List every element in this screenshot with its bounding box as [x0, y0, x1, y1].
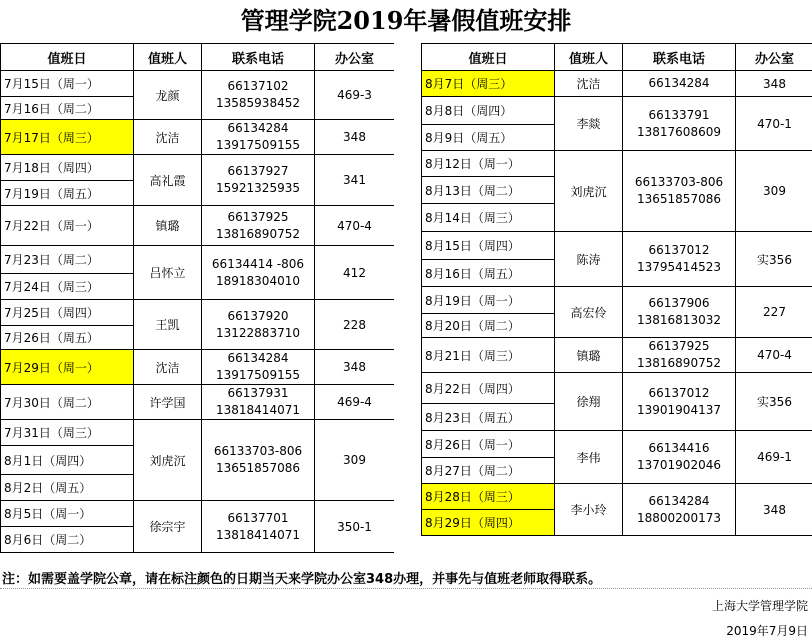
- office-phone: 66137927: [227, 164, 289, 178]
- table-row: [1, 246, 395, 274]
- contact-phone: [623, 338, 736, 373]
- duty-person: 陈涛: [555, 232, 623, 287]
- mobile-phone: 13917509155: [216, 138, 300, 152]
- duty-person: 许学国: [134, 385, 202, 420]
- office-phone: 66137012: [648, 385, 710, 400]
- mobile-phone: 13122883710: [216, 325, 300, 340]
- duty-date: 7月31日（周三）: [1, 420, 134, 446]
- table-row: [422, 338, 812, 373]
- duty-person: 李小玲: [555, 484, 623, 536]
- duty-date: 7月15日（周一）: [1, 71, 134, 97]
- contact-phone: [202, 501, 315, 553]
- duty-date: 8月7日（周三）: [422, 71, 555, 97]
- office-room: 309: [315, 420, 395, 501]
- office-phone: 66133703-806: [213, 444, 303, 458]
- duty-date: 7月26日（周五）: [1, 326, 134, 350]
- office-phone: 66134414 -806: [211, 256, 305, 271]
- table-row: [1, 206, 395, 246]
- office-room: 228: [315, 300, 395, 350]
- mobile-phone: 13816890752: [637, 356, 721, 370]
- divider: [0, 588, 812, 589]
- office-phone: 66137925: [648, 339, 710, 353]
- duty-person: 徐宗宇: [134, 501, 202, 553]
- duty-date: 8月5日（周一）: [1, 501, 134, 527]
- office-phone: 66137012: [648, 243, 710, 257]
- duty-date: 8月1日（周四）: [1, 446, 134, 475]
- table-row: [1, 420, 395, 446]
- table-row: [422, 232, 812, 260]
- table-row: [422, 71, 812, 97]
- duty-date: 8月2日（周五）: [1, 475, 134, 501]
- duty-person: 王凯: [134, 300, 202, 350]
- contact-phone: [623, 484, 736, 536]
- contact-phone: [623, 232, 736, 287]
- office-phone: 66134416: [648, 441, 710, 455]
- contact-phone: [202, 71, 315, 120]
- contact-phone: [202, 385, 315, 420]
- duty-date: 8月16日（周五）: [422, 260, 555, 287]
- duty-person: 龙颜: [134, 71, 202, 120]
- header-office: 办公室: [736, 44, 812, 71]
- duty-date: 7月24日（周三）: [1, 274, 134, 300]
- contact-phone: [202, 420, 315, 501]
- duty-table-left: [0, 43, 395, 553]
- office-phone: 66137102: [227, 79, 289, 93]
- duty-date: 7月17日（周三）: [1, 120, 134, 155]
- duty-date: 8月26日（周一）: [422, 431, 555, 458]
- mobile-phone: 13818414071: [216, 403, 300, 417]
- header-date: 值班日: [1, 44, 134, 71]
- office-phone: 66137906: [648, 296, 710, 310]
- duty-date: 8月20日（周二）: [422, 314, 555, 338]
- office-room: 348: [736, 484, 812, 536]
- table-row: [1, 501, 395, 527]
- contact-phone: [623, 71, 736, 97]
- duty-date: 8月22日（周四）: [422, 373, 555, 404]
- table-row: [1, 155, 395, 181]
- contact-phone: [623, 373, 736, 431]
- office-room: 412: [315, 246, 395, 300]
- contact-phone: [623, 97, 736, 151]
- office-phone: 66137920: [227, 308, 289, 323]
- header-office: 办公室: [315, 44, 395, 71]
- office-room: 469-4: [315, 385, 395, 420]
- office-phone: 66133791: [648, 107, 710, 122]
- mobile-phone: 15921325935: [216, 181, 300, 195]
- duty-date: 8月8日（周四）: [422, 97, 555, 125]
- duty-date: 8月14日（周三）: [422, 204, 555, 232]
- duty-person: 刘虎沉: [134, 420, 202, 501]
- table-row: [422, 431, 812, 458]
- mobile-phone: 13817608609: [637, 124, 721, 139]
- mobile-phone: 13901904137: [637, 402, 721, 417]
- duty-person: 高宏伶: [555, 287, 623, 338]
- duty-person: 李燚: [555, 97, 623, 151]
- duty-date: 7月22日（周一）: [1, 206, 134, 246]
- duty-person: 高礼霞: [134, 155, 202, 206]
- contact-phone: [202, 120, 315, 155]
- office-room: 469-3: [315, 71, 395, 120]
- office-room: 309: [736, 151, 812, 232]
- mobile-phone: 13818414071: [216, 527, 300, 542]
- office-phone: 66133703-806: [634, 175, 724, 189]
- duty-person: 沈洁: [134, 350, 202, 385]
- table-row: [422, 151, 812, 177]
- office-phone: 66137925: [227, 209, 289, 224]
- contact-phone: [202, 246, 315, 300]
- table-row: [422, 97, 812, 125]
- office-room: 470-4: [315, 206, 395, 246]
- office-room: 348: [315, 120, 395, 155]
- mobile-phone: 18800200173: [637, 510, 721, 525]
- header-phone: 联系电话: [202, 44, 315, 71]
- mobile-phone: 13701902046: [637, 458, 721, 472]
- duty-date: 7月19日（周五）: [1, 181, 134, 206]
- office-room: 348: [315, 350, 395, 385]
- duty-person: 沈洁: [555, 71, 623, 97]
- duty-person: 镇璐: [134, 206, 202, 246]
- table-row: [1, 71, 395, 97]
- duty-date: 8月28日（周三）: [422, 484, 555, 510]
- table-row: [422, 373, 812, 404]
- office-phone: 66137931: [227, 386, 289, 400]
- mobile-phone: 13651857086: [216, 461, 300, 475]
- duty-person: 镇璐: [555, 338, 623, 373]
- office-room: 实356: [736, 373, 812, 431]
- mobile-phone: 13585938452: [216, 96, 300, 110]
- contact-phone: [202, 206, 315, 246]
- note-text: 注：如需要盖学院公章，请在标注颜色的日期当天来学院办公室348办理，并事先与值班老师取得联系。: [2, 572, 602, 587]
- duty-person: 李伟: [555, 431, 623, 484]
- office-phone: 66137701: [227, 510, 289, 525]
- office-room: 470-4: [736, 338, 812, 373]
- table-row: [422, 484, 812, 510]
- office-phone: 66134284: [648, 493, 710, 508]
- office-phone: 66134284: [648, 76, 710, 90]
- duty-date: 7月30日（周二）: [1, 385, 134, 420]
- table-row: [1, 120, 395, 155]
- duty-date: 7月23日（周二）: [1, 246, 134, 274]
- issue-date: 2019年7月9日: [726, 624, 808, 638]
- contact-phone: [202, 350, 315, 385]
- office-room: 469-1: [736, 431, 812, 484]
- duty-person: 吕怀立: [134, 246, 202, 300]
- office-phone: 66134284: [227, 351, 289, 365]
- duty-date: 7月25日（周四）: [1, 300, 134, 326]
- contact-phone: [623, 287, 736, 338]
- contact-phone: [202, 155, 315, 206]
- duty-date: 8月6日（周二）: [1, 527, 134, 553]
- duty-date: 8月13日（周二）: [422, 177, 555, 204]
- duty-person: 沈洁: [134, 120, 202, 155]
- office-room: 341: [315, 155, 395, 206]
- table-row: [1, 300, 395, 326]
- duty-date: 7月18日（周四）: [1, 155, 134, 181]
- duty-date: 8月12日（周一）: [422, 151, 555, 177]
- header-person: 值班人: [555, 44, 623, 71]
- header-date: 值班日: [422, 44, 555, 71]
- header-person: 值班人: [134, 44, 202, 71]
- duty-date: 7月29日（周一）: [1, 350, 134, 385]
- mobile-phone: 18918304010: [216, 273, 300, 288]
- duty-date: 8月27日（周二）: [422, 458, 555, 484]
- duty-person: 徐翔: [555, 373, 623, 431]
- contact-phone: [623, 151, 736, 232]
- office-room: 227: [736, 287, 812, 338]
- duty-date: 8月21日（周三）: [422, 338, 555, 373]
- office-room: 350-1: [315, 501, 395, 553]
- mobile-phone: 13816890752: [216, 226, 300, 241]
- mobile-phone: 13795414523: [637, 260, 721, 274]
- table-row: [1, 350, 395, 385]
- table-row: [422, 287, 812, 314]
- duty-date: 7月16日（周二）: [1, 97, 134, 120]
- duty-person: 刘虎沉: [555, 151, 623, 232]
- table-gap: [394, 43, 421, 565]
- duty-date: 8月9日（周五）: [422, 125, 555, 151]
- mobile-phone: 13917509155: [216, 368, 300, 382]
- organization-name: 上海大学管理学院: [711, 599, 808, 613]
- duty-table-right: [421, 43, 812, 536]
- office-room: 470-1: [736, 97, 812, 151]
- contact-phone: [623, 431, 736, 484]
- header-phone: 联系电话: [623, 44, 736, 71]
- mobile-phone: 13651857086: [637, 192, 721, 206]
- duty-date: 8月15日（周四）: [422, 232, 555, 260]
- office-room: 348: [736, 71, 812, 97]
- duty-date: 8月23日（周五）: [422, 404, 555, 431]
- office-phone: 66134284: [227, 121, 289, 135]
- mobile-phone: 13816813032: [637, 313, 721, 327]
- duty-date: 8月29日（周四）: [422, 510, 555, 536]
- contact-phone: [202, 300, 315, 350]
- page-title: 管理学院2019年暑假值班安排: [240, 6, 572, 35]
- duty-date: 8月19日（周一）: [422, 287, 555, 314]
- office-room: 实356: [736, 232, 812, 287]
- table-row: [1, 385, 395, 420]
